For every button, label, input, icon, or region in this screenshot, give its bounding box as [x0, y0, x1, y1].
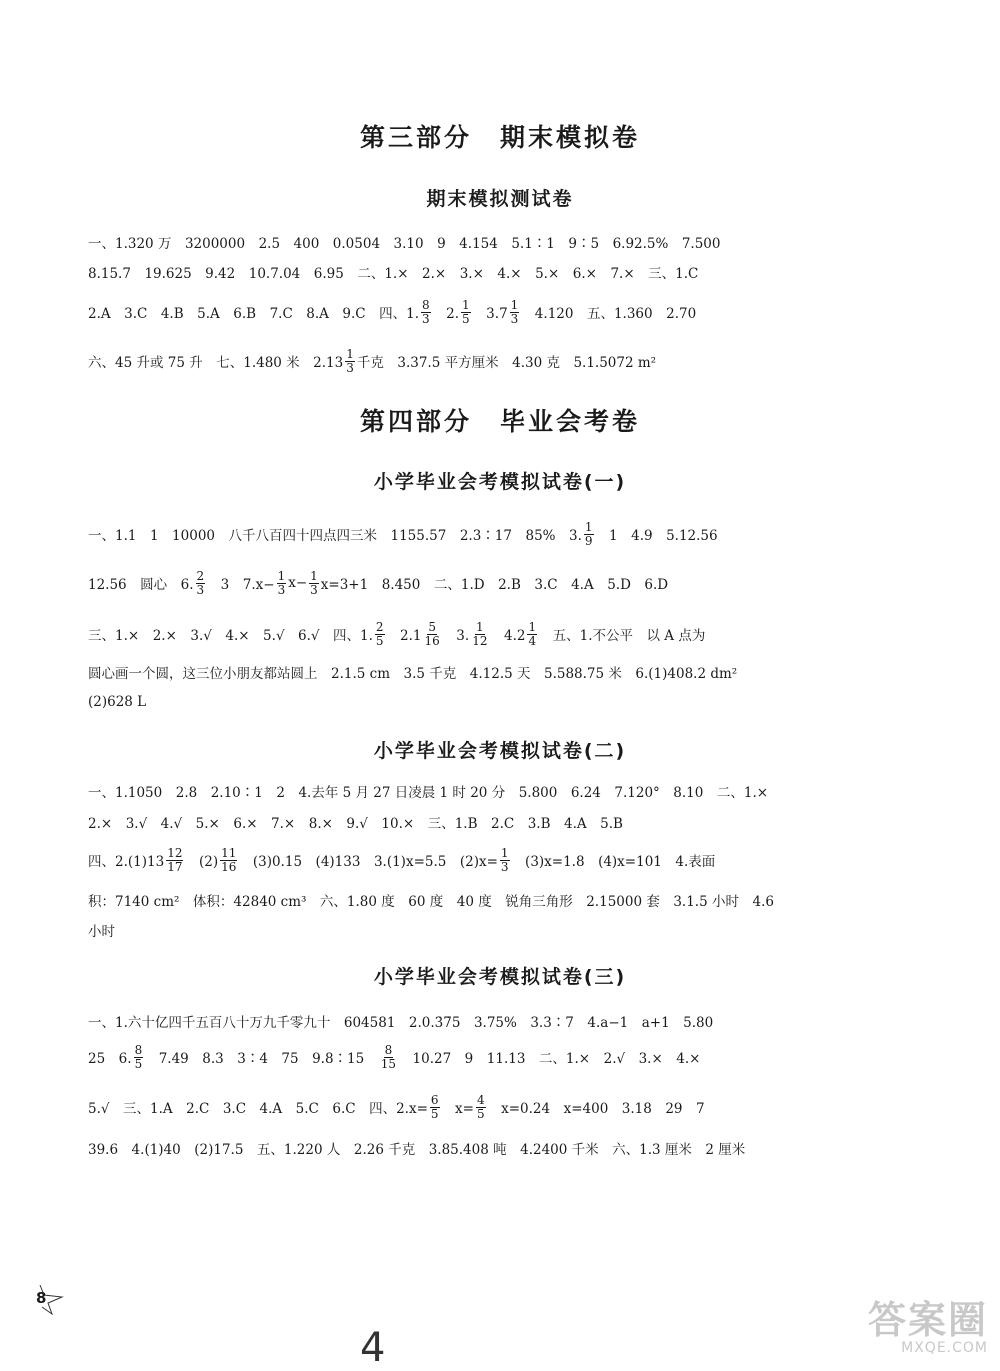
fraction-denominator: 3 — [310, 582, 318, 597]
answer-line — [88, 252, 868, 292]
handwritten-mark: 4 — [360, 1325, 386, 1371]
fraction-denominator: 16 — [221, 859, 237, 874]
answer-line — [88, 1083, 868, 1131]
fraction-numerator: 8 — [422, 297, 430, 312]
answer-text: 一、1.1050 2.8 2.10∶1 2 4.去年 5 月 27 日凌晨 1 时 20 分 5.800 6.24 7.120° 8.10 二、1.× — [88, 785, 769, 801]
fraction-denominator: 4 — [528, 633, 537, 648]
exam-title: 小学毕业会考模拟试卷(三) — [373, 966, 627, 988]
answer-line — [88, 610, 868, 658]
answer-text: 小时 — [88, 924, 115, 940]
answer-text: (3)0.15 (4)133 3.(1)x=5.5 (2)x= — [239, 854, 498, 870]
fraction-denominator: 3 — [196, 582, 205, 597]
exam-title: 小学毕业会考模拟试卷(二) — [373, 740, 627, 762]
answer-text: x=0.24 x=400 3.18 29 7 — [487, 1101, 705, 1117]
watermark-site: MXQE.COM — [901, 1340, 988, 1356]
fraction-denominator: 3 — [277, 582, 286, 597]
fraction — [510, 299, 520, 326]
fraction-numerator: 1 — [510, 297, 519, 312]
fraction — [196, 570, 206, 597]
fraction-numerator: 1 — [528, 619, 537, 634]
answer-text: 一、1.六十亿四千五百八十万九千零九十 604581 2.0.3̇7̇5 3.75% 3.3∶7 4.a−1 a+1 5.80 — [88, 1015, 714, 1031]
fraction-numerator: 1 — [277, 568, 286, 583]
answer-text: 千克 3.37.5 平方厘米 4.30 克 5.1.5072 m² — [356, 355, 657, 371]
answer-text: 4.2 — [490, 628, 526, 644]
fraction — [166, 847, 183, 874]
fraction-numerator: 1 — [310, 568, 318, 583]
watermark-logo — [838, 1300, 988, 1362]
fraction-denominator: 17 — [167, 859, 183, 874]
answer-text: 圆心画一个圆，这三位小朋友都站圆上 2.1.5 cm 3.5 千克 4.12.5 天 5.588.75 米 6.(1)408.2 dm² — [88, 666, 738, 682]
answer-line — [88, 682, 868, 722]
fraction — [584, 521, 594, 548]
answer-text: 5.√ 三、1.A 2.C 3.C 4.A 5.C 6.C 四、2.x= — [88, 1101, 428, 1117]
answer-text: 4.120 五、1.360 2.70 — [521, 306, 697, 322]
page-number-text: 8 — [36, 1289, 47, 1307]
fraction — [430, 1094, 440, 1121]
answer-text: 三、1.× 2.× 3.√ 4.× 5.√ 6.√ 四、1. — [88, 628, 373, 644]
fraction — [277, 570, 287, 597]
answer-line — [88, 559, 868, 607]
answer-text: 1 4.9 5.12.56 — [595, 528, 718, 544]
fraction — [421, 299, 431, 326]
fraction-denominator: 3 — [422, 311, 430, 326]
fraction-numerator: 5 — [428, 619, 436, 634]
answer-line — [88, 836, 868, 884]
fraction-numerator: 1 — [584, 519, 593, 534]
page-number — [34, 1283, 64, 1315]
fraction-denominator: 15 — [380, 1056, 397, 1071]
exam-title: 小学毕业会考模拟试卷(一) — [373, 471, 627, 493]
fraction-numerator: 2 — [196, 568, 205, 583]
answer-text: (3)x=1.8 (4)x=101 4.表面 — [511, 854, 716, 870]
fraction — [309, 570, 319, 597]
answer-text: x=3+1 8.450 二、1.D 2.B 3.C 4.A 5.D 6.D — [320, 577, 669, 593]
answer-line — [88, 1128, 868, 1168]
answer-line — [88, 910, 868, 950]
fraction-numerator: 12 — [167, 845, 183, 860]
fraction — [134, 1044, 144, 1071]
answer-text: 2. — [432, 306, 460, 322]
watermark-logo-text: 答案圈 — [867, 1298, 988, 1342]
answer-text: 一、1.320 万 3200000 2.5 400 0.0504 3.10 9 4.154 5.1∶1 9∶5 6.92.5% 7.500 — [88, 236, 721, 252]
fraction-denominator: 3 — [500, 859, 509, 874]
fraction-denominator: 16 — [424, 633, 440, 648]
fraction-denominator: 9 — [584, 533, 593, 548]
fraction-numerator: 1 — [500, 845, 509, 860]
part-title: 第三部分 期末模拟卷 — [359, 123, 640, 152]
answer-text: 五、1.不公平 以 A 点为 — [539, 628, 706, 644]
fraction — [461, 299, 471, 326]
answer-text: 8.15.7 19.625 9.42 10.7.04 6.95 二、1.× 2.× 3.× 4.× 5.× 6.× 7.× 三、1.C — [88, 266, 699, 282]
fraction-denominator: 3 — [346, 360, 354, 375]
answer-text: 39.6 4.(1)40 (2)17.5 五、1.220 人 2.26 千克 3.85.408 吨 4.2400 千米 六、1.3 厘米 2 厘米 — [88, 1142, 746, 1158]
fraction-denominator: 12 — [472, 633, 488, 648]
fraction — [424, 621, 441, 648]
fraction-numerator: 4 — [476, 1092, 485, 1107]
answer-text: 2.A 3.C 4.B 5.A 6.B 7.C 8.A 9.C 四、1. — [88, 306, 420, 322]
fraction-denominator: 5 — [134, 1056, 143, 1071]
answer-text: 2.1 — [386, 628, 422, 644]
fraction-numerator: 2 — [375, 619, 384, 634]
answer-line — [88, 288, 868, 336]
answer-text: 3 7.x− — [207, 577, 275, 593]
answer-line — [88, 1033, 868, 1081]
fraction — [500, 847, 510, 874]
answer-text: x− — [288, 575, 308, 591]
answer-text: 12.56 圆心 6. — [88, 577, 194, 593]
fraction — [380, 1044, 397, 1071]
fraction — [527, 621, 537, 648]
answer-text: 3. — [442, 628, 470, 644]
fraction-numerator: 1 — [476, 619, 484, 634]
fraction — [476, 1094, 486, 1121]
answer-text: 2.× 3.√ 4.√ 5.× 6.× 7.× 8.× 9.√ 10.× 三、1.B 2.C 3.B 4.A 5.B — [88, 816, 623, 832]
answer-text: 积：7140 cm² 体积：42840 cm³ 六、1.80 度 60 度 40 度 锐角三角形 2.15000 套 3.1.5 小时 4.6 — [88, 894, 774, 910]
fraction — [220, 847, 237, 874]
fraction-numerator: 1 — [462, 297, 470, 312]
answer-text: 3.7 — [472, 306, 508, 322]
fraction-numerator: 8 — [134, 1042, 143, 1057]
answer-text: 四、2.(1)13 — [88, 854, 165, 870]
part-title: 第四部分 毕业会考卷 — [359, 407, 640, 436]
fraction-numerator: 11 — [221, 845, 237, 860]
answer-text: 10.27 9 11.13 二、1.× 2.√ 3.× 4.× — [399, 1051, 701, 1067]
fraction-denominator: 3 — [510, 311, 519, 326]
answer-text: 一、1.1 1 10000 八千八百四十四点四三米 1155.57 2.3∶17 85% 3. — [88, 528, 582, 544]
answer-line — [88, 337, 868, 385]
answer-text: 25 6. — [88, 1051, 132, 1067]
answer-text: 7.49 8.3 3∶4 75 9.8∶15 — [145, 1051, 378, 1067]
answer-text: (2) — [185, 854, 219, 870]
fraction — [345, 348, 355, 375]
answer-text: 六、45 升或 75 升 七、1.480 米 2.13 — [88, 355, 344, 371]
fraction-numerator: 6 — [430, 1092, 439, 1107]
answer-text: x= — [441, 1101, 474, 1117]
fraction-numerator: 8 — [384, 1042, 393, 1057]
fraction-denominator: 5 — [476, 1106, 485, 1121]
fraction-denominator: 5 — [430, 1106, 439, 1121]
fraction — [375, 621, 385, 648]
fraction — [471, 621, 488, 648]
fraction-denominator: 5 — [462, 311, 470, 326]
fraction-denominator: 5 — [375, 633, 384, 648]
fraction-numerator: 1 — [346, 346, 354, 361]
exam-title: 期末模拟测试卷 — [426, 188, 574, 210]
answer-line — [88, 514, 868, 554]
answer-text: (2)628 L — [88, 694, 147, 710]
